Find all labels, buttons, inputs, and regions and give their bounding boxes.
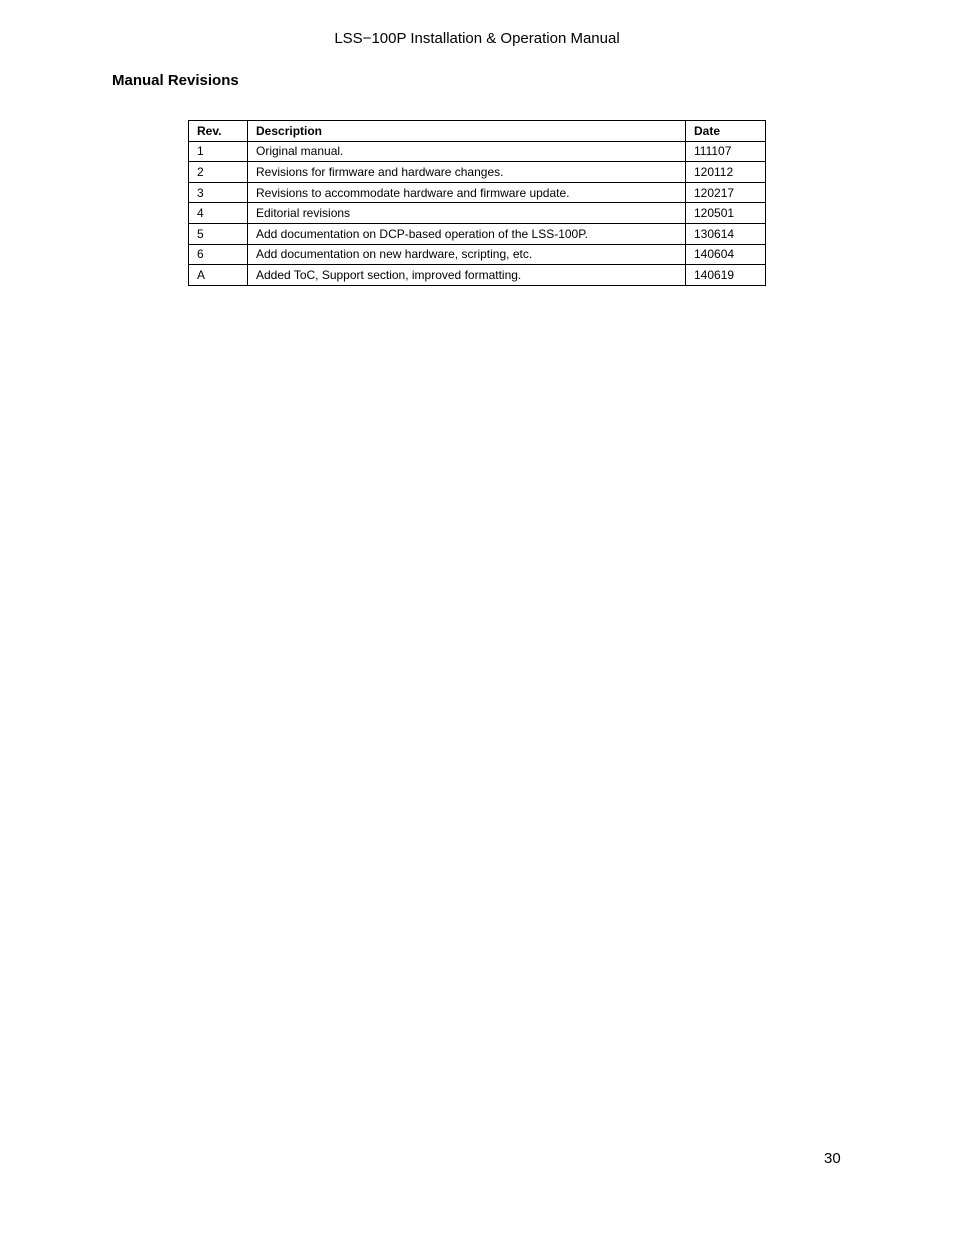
date-cell: 120501 bbox=[686, 203, 766, 224]
description-cell: Revisions for firmware and hardware changes. bbox=[248, 162, 686, 183]
date-cell: 130614 bbox=[686, 223, 766, 244]
column-header-date: Date bbox=[686, 121, 766, 142]
table-row bbox=[189, 244, 766, 265]
description-cell: Original manual. bbox=[248, 141, 686, 162]
table-row bbox=[189, 203, 766, 224]
table-row bbox=[189, 162, 766, 183]
date-cell: 140604 bbox=[686, 244, 766, 265]
description-cell: Add documentation on new hardware, scripting, etc. bbox=[248, 244, 686, 265]
description-cell: Editorial revisions bbox=[248, 203, 686, 224]
section-title: Manual Revisions bbox=[112, 72, 239, 89]
description-cell: Added ToC, Support section, improved formatting. bbox=[248, 265, 686, 286]
rev-cell: 2 bbox=[189, 162, 248, 183]
page-header: LSS−100P Installation & Operation Manual bbox=[334, 30, 620, 47]
page-number: 30 bbox=[824, 1150, 841, 1167]
table-row bbox=[189, 265, 766, 286]
column-header-description: Description bbox=[248, 121, 686, 142]
revisions-table bbox=[188, 120, 766, 286]
table-row bbox=[189, 141, 766, 162]
column-header-rev: Rev. bbox=[189, 121, 248, 142]
date-cell: 140619 bbox=[686, 265, 766, 286]
date-cell: 111107 bbox=[686, 141, 766, 162]
description-cell: Add documentation on DCP-based operation of the LSS-100P. bbox=[248, 223, 686, 244]
table-header-row bbox=[189, 121, 766, 142]
rev-cell: 5 bbox=[189, 223, 248, 244]
rev-cell: A bbox=[189, 265, 248, 286]
rev-cell: 3 bbox=[189, 182, 248, 203]
table-row bbox=[189, 182, 766, 203]
description-cell: Revisions to accommodate hardware and firmware update. bbox=[248, 182, 686, 203]
date-cell: 120112 bbox=[686, 162, 766, 183]
table-row bbox=[189, 223, 766, 244]
date-cell: 120217 bbox=[686, 182, 766, 203]
rev-cell: 6 bbox=[189, 244, 248, 265]
rev-cell: 4 bbox=[189, 203, 248, 224]
rev-cell: 1 bbox=[189, 141, 248, 162]
